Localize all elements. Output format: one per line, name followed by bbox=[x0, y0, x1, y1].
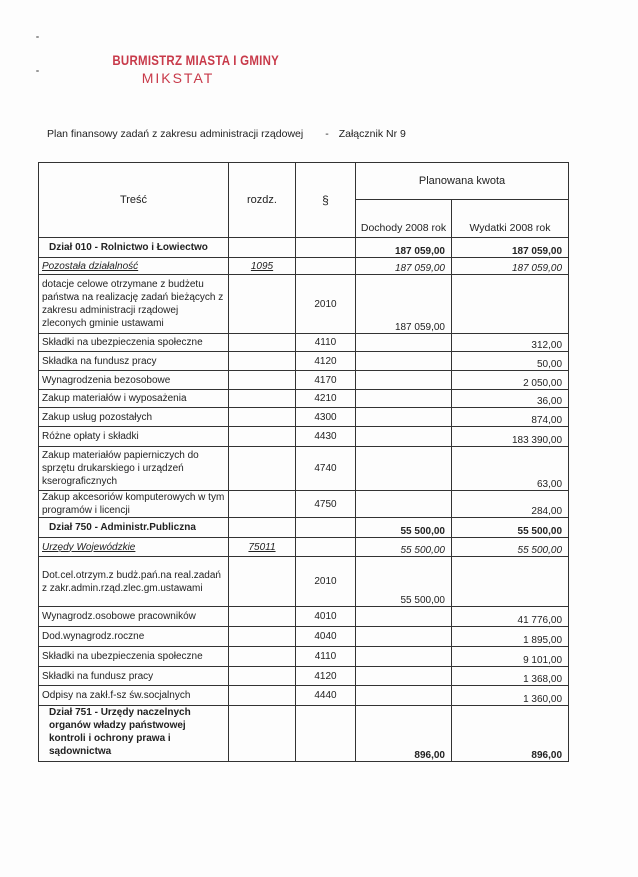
row-rozdz bbox=[229, 627, 296, 647]
row-rozdz bbox=[229, 334, 296, 352]
row-name: Dot.cel.otrzym.z budż.pań.na real.zadań z zakr.admin.rząd.zlec.gm.ustawami bbox=[39, 557, 229, 607]
table-row bbox=[39, 427, 569, 447]
row-name: Dział 750 - Administr.Publiczna bbox=[39, 518, 229, 538]
row-income: 187 059,00 bbox=[356, 275, 452, 334]
row-paragraph: 4120 bbox=[296, 352, 356, 371]
row-income bbox=[356, 491, 452, 518]
row-paragraph: 4300 bbox=[296, 408, 356, 427]
table-header bbox=[39, 163, 569, 238]
row-expense: 50,00 bbox=[452, 352, 569, 371]
row-expense: 284,00 bbox=[452, 491, 569, 518]
table-row bbox=[39, 334, 569, 352]
row-income: 187 059,00 bbox=[356, 238, 452, 258]
section-row bbox=[39, 518, 569, 538]
row-name: Wynagrodz.osobowe pracowników bbox=[39, 607, 229, 627]
header-paragraph: § bbox=[296, 163, 356, 238]
row-paragraph: 4040 bbox=[296, 627, 356, 647]
row-expense: 1 360,00 bbox=[452, 686, 569, 706]
row-rozdz bbox=[229, 647, 296, 667]
row-paragraph: 2010 bbox=[296, 557, 356, 607]
row-name: Wynagrodzenia bezosobowe bbox=[39, 371, 229, 390]
row-rozdz bbox=[229, 557, 296, 607]
row-rozdz bbox=[229, 238, 296, 258]
official-stamp bbox=[98, 52, 280, 86]
header-tresc: Treść bbox=[39, 163, 229, 238]
row-name: Zakup akcesoriów komputerowych w tym programów i licencji bbox=[39, 491, 229, 518]
row-rozdz bbox=[229, 352, 296, 371]
table-row bbox=[39, 667, 569, 686]
table-row bbox=[39, 447, 569, 491]
row-expense: 36,00 bbox=[452, 390, 569, 408]
row-paragraph: 4120 bbox=[296, 667, 356, 686]
plan-title: Plan finansowy zadań z zakresu administracji rządowej bbox=[47, 128, 304, 140]
row-paragraph: 4740 bbox=[296, 447, 356, 491]
row-name: Różne opłaty i składki bbox=[39, 427, 229, 447]
row-paragraph: 4430 bbox=[296, 427, 356, 447]
stamp-title: BURMISTRZ MIASTA I GMINY bbox=[112, 52, 280, 68]
row-income bbox=[356, 627, 452, 647]
table-row bbox=[39, 686, 569, 706]
row-rozdz bbox=[229, 518, 296, 538]
table-row bbox=[39, 557, 569, 607]
row-expense: 874,00 bbox=[452, 408, 569, 427]
row-income bbox=[356, 390, 452, 408]
row-paragraph: 4750 bbox=[296, 491, 356, 518]
row-income bbox=[356, 667, 452, 686]
row-name: Składki na fundusz pracy bbox=[39, 667, 229, 686]
row-expense: 41 776,00 bbox=[452, 607, 569, 627]
table-row bbox=[39, 627, 569, 647]
row-income bbox=[356, 447, 452, 491]
row-name: Odpisy na zakł.f-sz św.socjalnych bbox=[39, 686, 229, 706]
row-income bbox=[356, 352, 452, 371]
header-planned-amount: Planowana kwota bbox=[356, 163, 569, 200]
row-name: Dział 010 - Rolnictwo i Łowiectwo bbox=[39, 238, 229, 258]
financial-plan-table bbox=[38, 162, 569, 762]
row-income bbox=[356, 427, 452, 447]
table-row bbox=[39, 275, 569, 334]
row-name: Składki na ubezpieczenia społeczne bbox=[39, 334, 229, 352]
row-income bbox=[356, 607, 452, 627]
row-rozdz bbox=[229, 371, 296, 390]
row-income bbox=[356, 647, 452, 667]
row-income: 896,00 bbox=[356, 706, 452, 762]
row-name: Zakup materiałów papierniczych do sprzętu drukarskiego i urządzeń kserograficznych bbox=[39, 447, 229, 491]
annex-label: Załącznik Nr 9 bbox=[338, 128, 406, 140]
scan-speck bbox=[36, 70, 39, 72]
header-rozdz: rozdz. bbox=[229, 163, 296, 238]
row-expense: 55 500,00 bbox=[452, 518, 569, 538]
row-rozdz: 75011 bbox=[229, 538, 296, 557]
row-income: 55 500,00 bbox=[356, 518, 452, 538]
row-name: dotacje celowe otrzymane z budżetu państwa na realizację zadań bieżących z zakresu administracji rządowej zleconych gminie ustawami bbox=[39, 275, 229, 334]
header-income: Dochody 2008 rok bbox=[356, 200, 452, 238]
row-name: Składka na fundusz pracy bbox=[39, 352, 229, 371]
row-rozdz bbox=[229, 491, 296, 518]
row-expense: 2 050,00 bbox=[452, 371, 569, 390]
row-paragraph: 4110 bbox=[296, 647, 356, 667]
stamp-town: MIKSTAT bbox=[141, 70, 215, 86]
table-row bbox=[39, 491, 569, 518]
row-name: Dział 751 - Urzędy naczelnych organów władzy państwowej kontroli i ochrony prawa i sądownictwa bbox=[39, 706, 229, 762]
row-paragraph: 4110 bbox=[296, 334, 356, 352]
scan-speck bbox=[36, 36, 39, 38]
row-expense: 312,00 bbox=[452, 334, 569, 352]
row-expense: 187 059,00 bbox=[452, 238, 569, 258]
row-expense: 896,00 bbox=[452, 706, 569, 762]
row-paragraph: 4440 bbox=[296, 686, 356, 706]
row-rozdz bbox=[229, 447, 296, 491]
row-name: Urzędy Wojewódzkie bbox=[39, 538, 229, 557]
row-paragraph: 2010 bbox=[296, 275, 356, 334]
heading-dash: - bbox=[325, 128, 329, 140]
chapter-row bbox=[39, 538, 569, 557]
row-expense: 1 368,00 bbox=[452, 667, 569, 686]
row-rozdz bbox=[229, 427, 296, 447]
row-paragraph bbox=[296, 706, 356, 762]
row-income: 187 059,00 bbox=[356, 258, 452, 275]
row-income bbox=[356, 371, 452, 390]
row-name: Składki na ubezpieczenia społeczne bbox=[39, 647, 229, 667]
row-rozdz bbox=[229, 706, 296, 762]
row-name: Zakup usług pozostałych bbox=[39, 408, 229, 427]
row-expense: 63,00 bbox=[452, 447, 569, 491]
row-income: 55 500,00 bbox=[356, 557, 452, 607]
row-rozdz bbox=[229, 667, 296, 686]
row-income: 55 500,00 bbox=[356, 538, 452, 557]
row-paragraph bbox=[296, 258, 356, 275]
row-rozdz bbox=[229, 686, 296, 706]
row-expense: 183 390,00 bbox=[452, 427, 569, 447]
section-row bbox=[39, 238, 569, 258]
row-name: Dod.wynagrodz.roczne bbox=[39, 627, 229, 647]
row-rozdz bbox=[229, 275, 296, 334]
table-row bbox=[39, 607, 569, 627]
row-expense: 187 059,00 bbox=[452, 258, 569, 275]
row-expense: 1 895,00 bbox=[452, 627, 569, 647]
row-paragraph: 4170 bbox=[296, 371, 356, 390]
table-row bbox=[39, 390, 569, 408]
row-name: Pozostała działalność bbox=[39, 258, 229, 275]
section-row bbox=[39, 706, 569, 762]
row-expense bbox=[452, 275, 569, 334]
row-expense: 9 101,00 bbox=[452, 647, 569, 667]
document-heading bbox=[47, 128, 406, 140]
chapter-row bbox=[39, 258, 569, 275]
row-paragraph bbox=[296, 238, 356, 258]
row-rozdz bbox=[229, 408, 296, 427]
table-row bbox=[39, 352, 569, 371]
row-name: Zakup materiałów i wyposażenia bbox=[39, 390, 229, 408]
row-rozdz bbox=[229, 607, 296, 627]
table-row bbox=[39, 647, 569, 667]
table-row bbox=[39, 371, 569, 390]
row-income bbox=[356, 686, 452, 706]
table-row bbox=[39, 408, 569, 427]
row-paragraph bbox=[296, 538, 356, 557]
header-expense: Wydatki 2008 rok bbox=[452, 200, 569, 238]
row-income bbox=[356, 408, 452, 427]
row-rozdz bbox=[229, 390, 296, 408]
table-body bbox=[39, 238, 569, 762]
row-paragraph bbox=[296, 518, 356, 538]
row-paragraph: 4210 bbox=[296, 390, 356, 408]
row-rozdz: 1095 bbox=[229, 258, 296, 275]
row-paragraph: 4010 bbox=[296, 607, 356, 627]
row-expense: 55 500,00 bbox=[452, 538, 569, 557]
row-expense bbox=[452, 557, 569, 607]
row-income bbox=[356, 334, 452, 352]
